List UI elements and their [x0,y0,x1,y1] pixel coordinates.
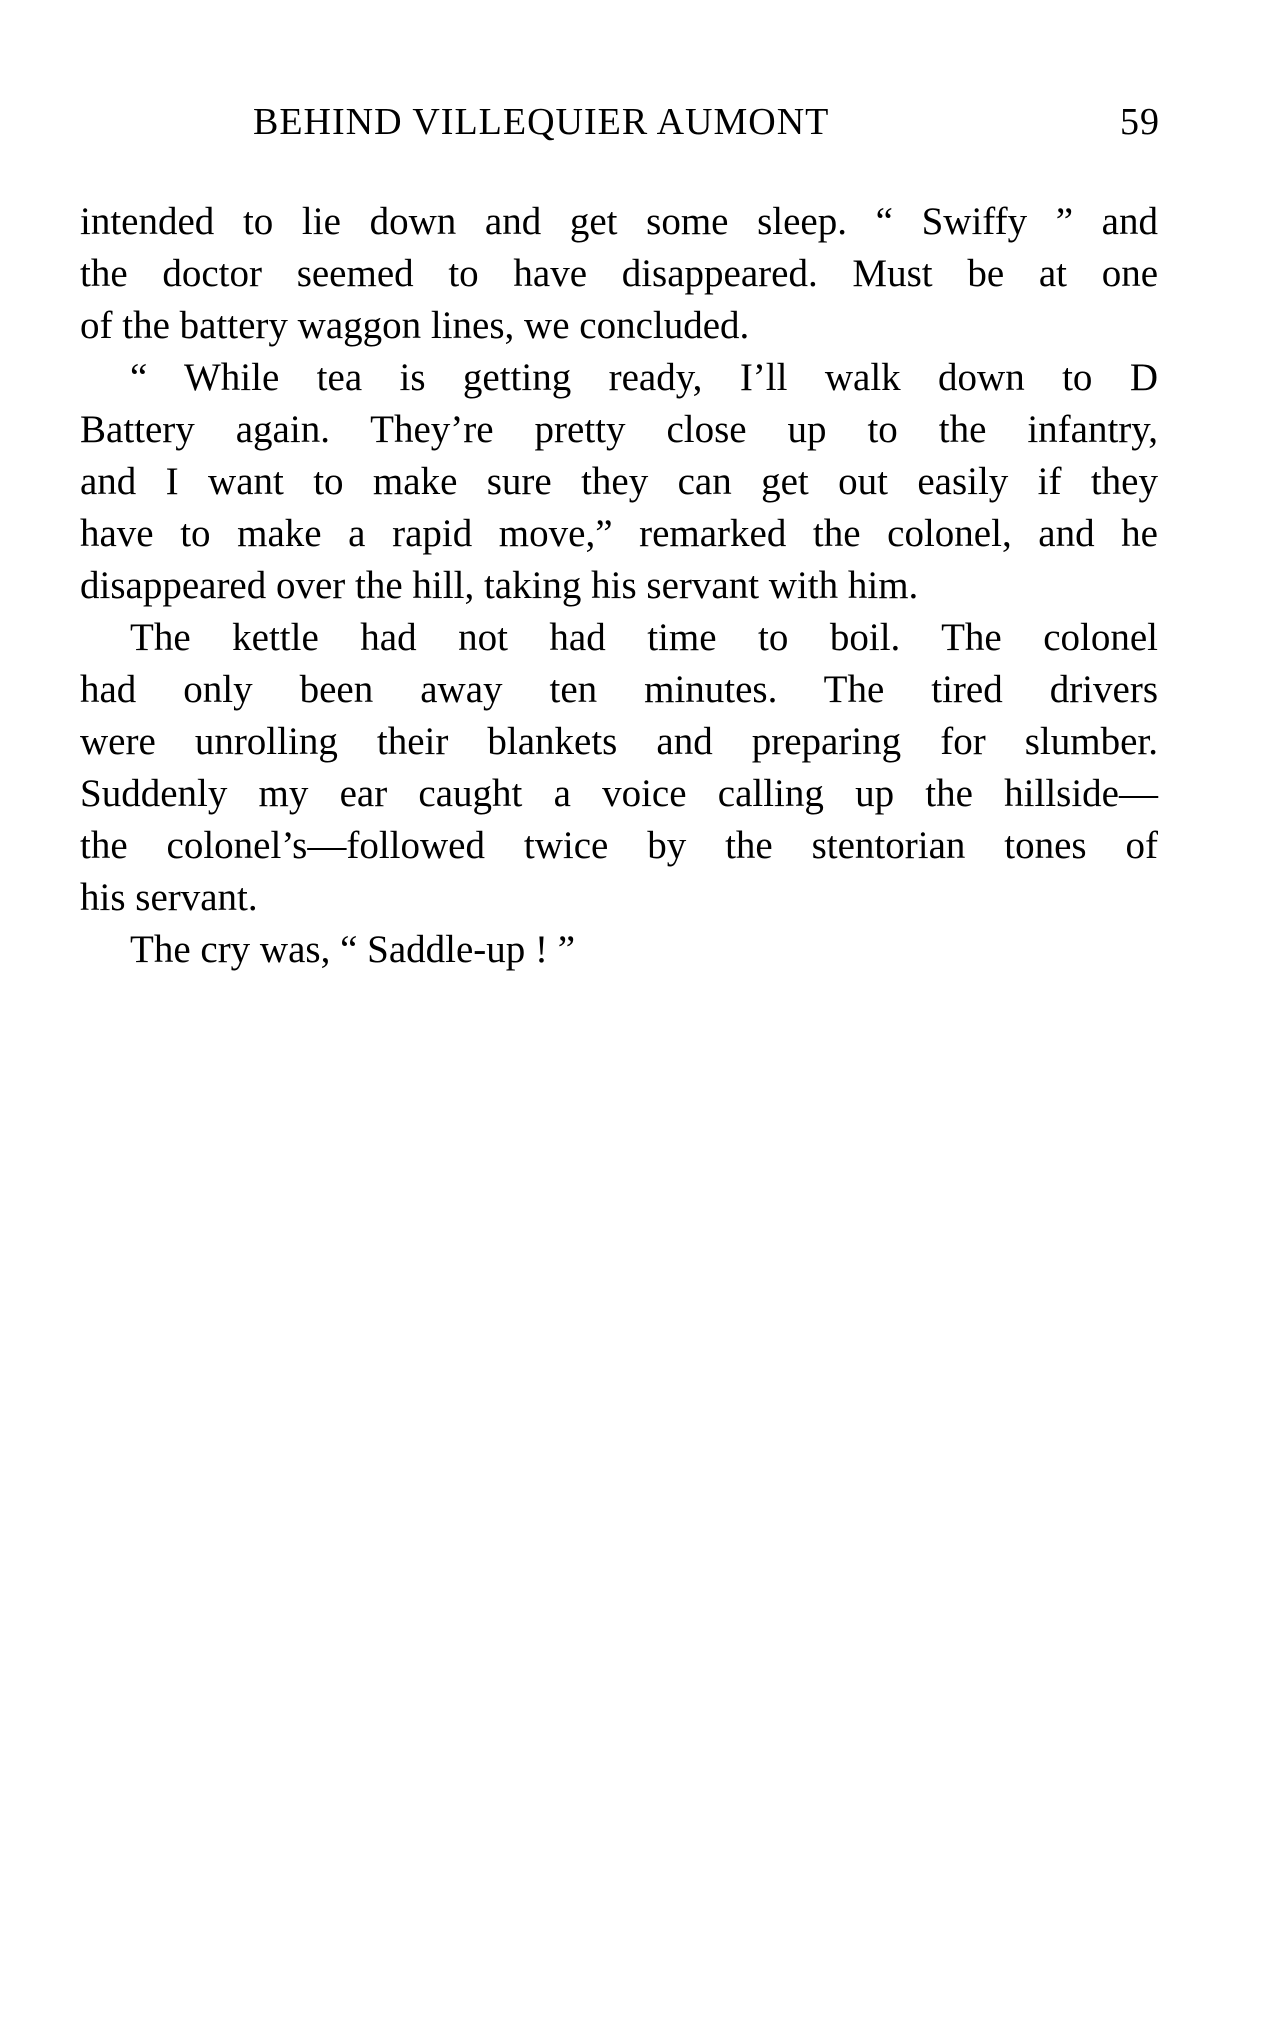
text-line: Battery again. They’re pretty close up to the infantry, [80,408,1158,451]
text-line: intended to lie down and get some sleep. “ Swiffy ” and [80,200,1158,243]
text-line: Suddenly my ear caught a voice calling up the hillside— [80,772,1158,815]
paragraph [80,924,1158,976]
text-line: and I want to make sure they can get out easily if they [80,460,1158,503]
text-line: had only been away ten minutes. The tired drivers [80,668,1158,711]
text-line: his servant. [80,876,258,919]
text-line: have to make a rapid move,” remarked the colonel, and he [80,512,1158,555]
text-line: “ While tea is getting ready, I’ll walk down to D [130,356,1158,399]
text-line: The cry was, “ Saddle-up ! ” [130,928,576,971]
text-line: the colonel’s—followed twice by the stentorian tones of [80,824,1158,867]
text-line: disappeared over the hill, taking his servant with him. [80,564,919,607]
paragraph [80,612,1158,924]
text-line: The kettle had not had time to boil. The colonel [130,616,1158,659]
paragraph [80,352,1158,612]
running-head [80,100,1160,150]
running-title: BEHIND VILLEQUIER AUMONT [253,101,830,143]
text-line: were unrolling their blankets and preparing for slumber. [80,720,1158,763]
text-line: of the battery waggon lines, we concluded. [80,304,750,347]
page-number: 59 [1120,101,1160,143]
paragraph [80,196,1158,352]
text-line: the doctor seemed to have disappeared. Must be at one [80,252,1158,295]
body-text [80,196,1158,976]
